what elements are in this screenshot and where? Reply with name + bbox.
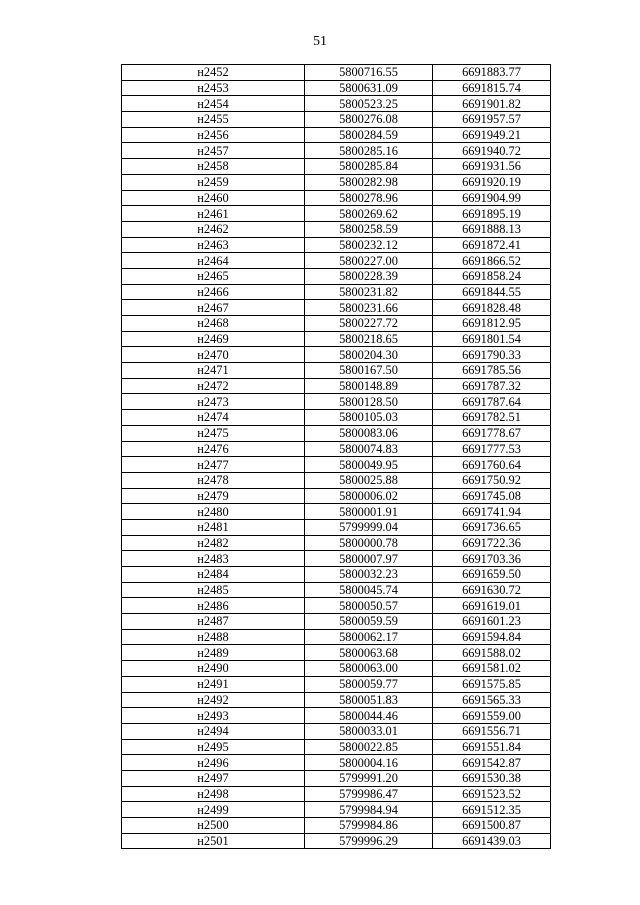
point-id-cell: н2479 bbox=[122, 488, 305, 504]
y-coordinate-cell: 6691530.38 bbox=[433, 770, 551, 786]
point-id-cell: н2484 bbox=[122, 567, 305, 583]
x-coordinate-cell: 5800006.02 bbox=[305, 488, 433, 504]
point-id-cell: н2496 bbox=[122, 755, 305, 771]
y-coordinate-cell: 6691542.87 bbox=[433, 755, 551, 771]
x-coordinate-cell: 5800059.59 bbox=[305, 614, 433, 630]
x-coordinate-cell: 5799996.29 bbox=[305, 833, 433, 849]
point-id-cell: н2458 bbox=[122, 159, 305, 175]
table-row bbox=[122, 425, 551, 441]
point-id-cell: н2460 bbox=[122, 190, 305, 206]
point-id-cell: н2492 bbox=[122, 692, 305, 708]
y-coordinate-cell: 6691895.19 bbox=[433, 206, 551, 222]
x-coordinate-cell: 5800227.00 bbox=[305, 253, 433, 269]
y-coordinate-cell: 6691581.02 bbox=[433, 661, 551, 677]
y-coordinate-cell: 6691588.02 bbox=[433, 645, 551, 661]
x-coordinate-cell: 5800059.77 bbox=[305, 676, 433, 692]
table-row bbox=[122, 551, 551, 567]
point-id-cell: н2473 bbox=[122, 394, 305, 410]
y-coordinate-cell: 6691741.94 bbox=[433, 504, 551, 520]
y-coordinate-cell: 6691949.21 bbox=[433, 127, 551, 143]
y-coordinate-cell: 6691601.23 bbox=[433, 614, 551, 630]
table-row bbox=[122, 567, 551, 583]
x-coordinate-cell: 5800050.57 bbox=[305, 598, 433, 614]
y-coordinate-cell: 6691565.33 bbox=[433, 692, 551, 708]
table-row bbox=[122, 488, 551, 504]
point-id-cell: н2453 bbox=[122, 80, 305, 96]
y-coordinate-cell: 6691940.72 bbox=[433, 143, 551, 159]
point-id-cell: н2454 bbox=[122, 96, 305, 112]
point-id-cell: н2470 bbox=[122, 347, 305, 363]
table-row bbox=[122, 739, 551, 755]
x-coordinate-cell: 5800045.74 bbox=[305, 582, 433, 598]
x-coordinate-cell: 5800032.23 bbox=[305, 567, 433, 583]
table-row bbox=[122, 65, 551, 81]
y-coordinate-cell: 6691745.08 bbox=[433, 488, 551, 504]
y-coordinate-cell: 6691703.36 bbox=[433, 551, 551, 567]
y-coordinate-cell: 6691812.95 bbox=[433, 316, 551, 332]
x-coordinate-cell: 5799984.94 bbox=[305, 802, 433, 818]
y-coordinate-cell: 6691512.35 bbox=[433, 802, 551, 818]
x-coordinate-cell: 5800022.85 bbox=[305, 739, 433, 755]
table-row bbox=[122, 347, 551, 363]
y-coordinate-cell: 6691760.64 bbox=[433, 457, 551, 473]
point-id-cell: н2462 bbox=[122, 221, 305, 237]
x-coordinate-cell: 5800083.06 bbox=[305, 425, 433, 441]
x-coordinate-cell: 5799986.47 bbox=[305, 786, 433, 802]
table-row bbox=[122, 818, 551, 834]
y-coordinate-cell: 6691523.52 bbox=[433, 786, 551, 802]
point-id-cell: н2467 bbox=[122, 300, 305, 316]
x-coordinate-cell: 5800276.08 bbox=[305, 112, 433, 128]
table-row bbox=[122, 645, 551, 661]
table-row bbox=[122, 221, 551, 237]
point-id-cell: н2482 bbox=[122, 535, 305, 551]
point-id-cell: н2477 bbox=[122, 457, 305, 473]
point-id-cell: н2481 bbox=[122, 519, 305, 535]
y-coordinate-cell: 6691782.51 bbox=[433, 410, 551, 426]
table-row bbox=[122, 676, 551, 692]
point-id-cell: н2469 bbox=[122, 331, 305, 347]
y-coordinate-cell: 6691883.77 bbox=[433, 65, 551, 81]
y-coordinate-cell: 6691844.55 bbox=[433, 284, 551, 300]
point-id-cell: н2498 bbox=[122, 786, 305, 802]
point-id-cell: н2495 bbox=[122, 739, 305, 755]
point-id-cell: н2457 bbox=[122, 143, 305, 159]
table-row bbox=[122, 723, 551, 739]
x-coordinate-cell: 5800063.68 bbox=[305, 645, 433, 661]
point-id-cell: н2456 bbox=[122, 127, 305, 143]
x-coordinate-cell: 5800074.83 bbox=[305, 441, 433, 457]
y-coordinate-cell: 6691556.71 bbox=[433, 723, 551, 739]
x-coordinate-cell: 5800258.59 bbox=[305, 221, 433, 237]
point-id-cell: н2476 bbox=[122, 441, 305, 457]
x-coordinate-cell: 5800128.50 bbox=[305, 394, 433, 410]
x-coordinate-cell: 5800523.25 bbox=[305, 96, 433, 112]
point-id-cell: н2500 bbox=[122, 818, 305, 834]
point-id-cell: н2452 bbox=[122, 65, 305, 81]
point-id-cell: н2488 bbox=[122, 629, 305, 645]
point-id-cell: н2493 bbox=[122, 708, 305, 724]
point-id-cell: н2474 bbox=[122, 410, 305, 426]
x-coordinate-cell: 5800105.03 bbox=[305, 410, 433, 426]
point-id-cell: н2461 bbox=[122, 206, 305, 222]
y-coordinate-cell: 6691904.99 bbox=[433, 190, 551, 206]
table-row bbox=[122, 692, 551, 708]
y-coordinate-cell: 6691787.32 bbox=[433, 378, 551, 394]
table-row bbox=[122, 504, 551, 520]
point-id-cell: н2483 bbox=[122, 551, 305, 567]
x-coordinate-cell: 5800227.72 bbox=[305, 316, 433, 332]
y-coordinate-cell: 6691872.41 bbox=[433, 237, 551, 253]
y-coordinate-cell: 6691575.85 bbox=[433, 676, 551, 692]
x-coordinate-cell: 5800049.95 bbox=[305, 457, 433, 473]
point-id-cell: н2485 bbox=[122, 582, 305, 598]
y-coordinate-cell: 6691750.92 bbox=[433, 472, 551, 488]
y-coordinate-cell: 6691659.50 bbox=[433, 567, 551, 583]
table-row bbox=[122, 284, 551, 300]
x-coordinate-cell: 5800285.84 bbox=[305, 159, 433, 175]
point-id-cell: н2472 bbox=[122, 378, 305, 394]
table-row bbox=[122, 802, 551, 818]
x-coordinate-cell: 5800044.46 bbox=[305, 708, 433, 724]
table-row bbox=[122, 190, 551, 206]
y-coordinate-cell: 6691736.65 bbox=[433, 519, 551, 535]
table-row bbox=[122, 80, 551, 96]
x-coordinate-cell: 5800284.59 bbox=[305, 127, 433, 143]
point-id-cell: н2471 bbox=[122, 363, 305, 379]
x-coordinate-cell: 5800025.88 bbox=[305, 472, 433, 488]
y-coordinate-cell: 6691815.74 bbox=[433, 80, 551, 96]
y-coordinate-cell: 6691828.48 bbox=[433, 300, 551, 316]
point-id-cell: н2494 bbox=[122, 723, 305, 739]
table-row bbox=[122, 441, 551, 457]
table-row bbox=[122, 159, 551, 175]
y-coordinate-cell: 6691778.67 bbox=[433, 425, 551, 441]
x-coordinate-cell: 5800033.01 bbox=[305, 723, 433, 739]
point-id-cell: н2465 bbox=[122, 268, 305, 284]
table-row bbox=[122, 755, 551, 771]
point-id-cell: н2487 bbox=[122, 614, 305, 630]
point-id-cell: н2489 bbox=[122, 645, 305, 661]
table-row bbox=[122, 268, 551, 284]
coordinates-table bbox=[121, 64, 551, 849]
x-coordinate-cell: 5800148.89 bbox=[305, 378, 433, 394]
point-id-cell: н2466 bbox=[122, 284, 305, 300]
y-coordinate-cell: 6691858.24 bbox=[433, 268, 551, 284]
table-row bbox=[122, 770, 551, 786]
x-coordinate-cell: 5800631.09 bbox=[305, 80, 433, 96]
x-coordinate-cell: 5800232.12 bbox=[305, 237, 433, 253]
x-coordinate-cell: 5800228.39 bbox=[305, 268, 433, 284]
point-id-cell: н2459 bbox=[122, 174, 305, 190]
table-row bbox=[122, 331, 551, 347]
x-coordinate-cell: 5800167.50 bbox=[305, 363, 433, 379]
table-row bbox=[122, 519, 551, 535]
table-row bbox=[122, 598, 551, 614]
y-coordinate-cell: 6691785.56 bbox=[433, 363, 551, 379]
y-coordinate-cell: 6691722.36 bbox=[433, 535, 551, 551]
x-coordinate-cell: 5800062.17 bbox=[305, 629, 433, 645]
table-row bbox=[122, 112, 551, 128]
x-coordinate-cell: 5800716.55 bbox=[305, 65, 433, 81]
x-coordinate-cell: 5799991.20 bbox=[305, 770, 433, 786]
table-row bbox=[122, 237, 551, 253]
point-id-cell: н2475 bbox=[122, 425, 305, 441]
point-id-cell: н2463 bbox=[122, 237, 305, 253]
table-row bbox=[122, 472, 551, 488]
table-row bbox=[122, 708, 551, 724]
table-row bbox=[122, 410, 551, 426]
y-coordinate-cell: 6691551.84 bbox=[433, 739, 551, 755]
x-coordinate-cell: 5800231.66 bbox=[305, 300, 433, 316]
point-id-cell: н2468 bbox=[122, 316, 305, 332]
page-number: 51 bbox=[313, 34, 327, 49]
table-row bbox=[122, 96, 551, 112]
y-coordinate-cell: 6691787.64 bbox=[433, 394, 551, 410]
table-row bbox=[122, 786, 551, 802]
y-coordinate-cell: 6691500.87 bbox=[433, 818, 551, 834]
table-row bbox=[122, 394, 551, 410]
x-coordinate-cell: 5800004.16 bbox=[305, 755, 433, 771]
table-row bbox=[122, 143, 551, 159]
y-coordinate-cell: 6691777.53 bbox=[433, 441, 551, 457]
x-coordinate-cell: 5800285.16 bbox=[305, 143, 433, 159]
point-id-cell: н2501 bbox=[122, 833, 305, 849]
y-coordinate-cell: 6691901.82 bbox=[433, 96, 551, 112]
y-coordinate-cell: 6691619.01 bbox=[433, 598, 551, 614]
table-row bbox=[122, 833, 551, 849]
table-row bbox=[122, 127, 551, 143]
y-coordinate-cell: 6691630.72 bbox=[433, 582, 551, 598]
table-row bbox=[122, 378, 551, 394]
x-coordinate-cell: 5800051.83 bbox=[305, 692, 433, 708]
y-coordinate-cell: 6691920.19 bbox=[433, 174, 551, 190]
table-row bbox=[122, 629, 551, 645]
point-id-cell: н2478 bbox=[122, 472, 305, 488]
y-coordinate-cell: 6691594.84 bbox=[433, 629, 551, 645]
x-coordinate-cell: 5799984.86 bbox=[305, 818, 433, 834]
coordinates-table-body bbox=[122, 65, 551, 849]
y-coordinate-cell: 6691888.13 bbox=[433, 221, 551, 237]
y-coordinate-cell: 6691866.52 bbox=[433, 253, 551, 269]
x-coordinate-cell: 5800282.98 bbox=[305, 174, 433, 190]
x-coordinate-cell: 5800231.82 bbox=[305, 284, 433, 300]
x-coordinate-cell: 5800218.65 bbox=[305, 331, 433, 347]
table-row bbox=[122, 300, 551, 316]
x-coordinate-cell: 5800007.97 bbox=[305, 551, 433, 567]
x-coordinate-cell: 5800001.91 bbox=[305, 504, 433, 520]
table-row bbox=[122, 582, 551, 598]
table-row bbox=[122, 174, 551, 190]
x-coordinate-cell: 5800269.62 bbox=[305, 206, 433, 222]
y-coordinate-cell: 6691559.00 bbox=[433, 708, 551, 724]
point-id-cell: н2480 bbox=[122, 504, 305, 520]
point-id-cell: н2464 bbox=[122, 253, 305, 269]
y-coordinate-cell: 6691790.33 bbox=[433, 347, 551, 363]
table-row bbox=[122, 253, 551, 269]
y-coordinate-cell: 6691931.56 bbox=[433, 159, 551, 175]
table-row bbox=[122, 614, 551, 630]
y-coordinate-cell: 6691957.57 bbox=[433, 112, 551, 128]
table-row bbox=[122, 363, 551, 379]
x-coordinate-cell: 5800063.00 bbox=[305, 661, 433, 677]
table-row bbox=[122, 661, 551, 677]
point-id-cell: н2490 bbox=[122, 661, 305, 677]
x-coordinate-cell: 5800278.96 bbox=[305, 190, 433, 206]
y-coordinate-cell: 6691801.54 bbox=[433, 331, 551, 347]
table-row bbox=[122, 457, 551, 473]
table-row bbox=[122, 206, 551, 222]
point-id-cell: н2497 bbox=[122, 770, 305, 786]
point-id-cell: н2455 bbox=[122, 112, 305, 128]
point-id-cell: н2491 bbox=[122, 676, 305, 692]
point-id-cell: н2486 bbox=[122, 598, 305, 614]
point-id-cell: н2499 bbox=[122, 802, 305, 818]
table-row bbox=[122, 535, 551, 551]
x-coordinate-cell: 5799999.04 bbox=[305, 519, 433, 535]
x-coordinate-cell: 5800204.30 bbox=[305, 347, 433, 363]
x-coordinate-cell: 5800000.78 bbox=[305, 535, 433, 551]
y-coordinate-cell: 6691439.03 bbox=[433, 833, 551, 849]
table-row bbox=[122, 316, 551, 332]
